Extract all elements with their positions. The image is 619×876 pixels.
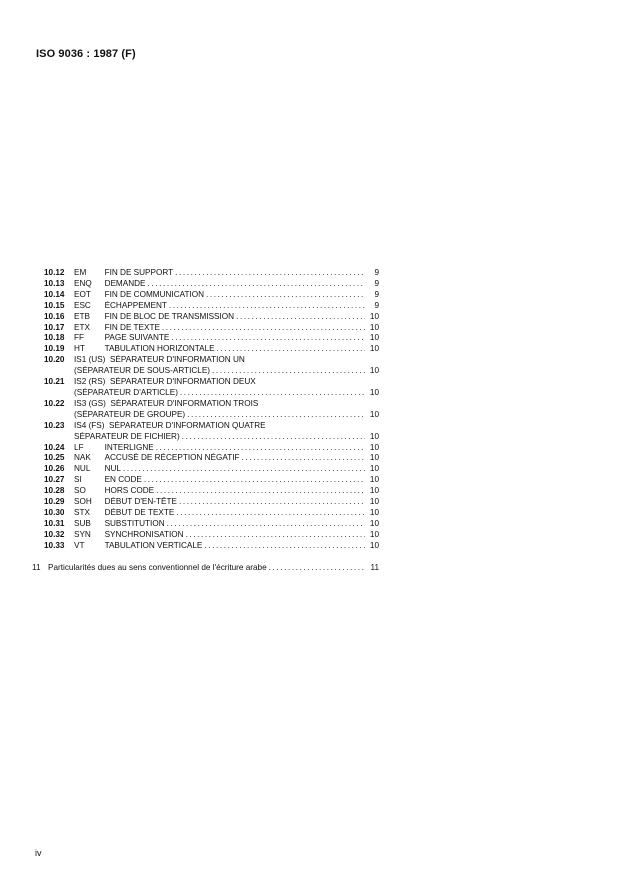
toc-entry-number: 10.14 <box>44 289 65 299</box>
toc-entry-number: 10.12 <box>44 268 65 277</box>
toc-entry-number: 10.15 <box>44 300 65 310</box>
dot-leader <box>156 486 365 497</box>
toc-entry-continuation <box>34 388 379 399</box>
toc-section-entry <box>32 563 379 574</box>
dot-leader <box>182 432 365 443</box>
toc-entry-number: 10.28 <box>44 486 65 496</box>
toc-entry-page: 10 <box>369 486 379 496</box>
toc-entry-title: FIN DE TEXTE <box>104 322 160 332</box>
toc-entry-title: SUBSTITUTION <box>104 518 165 528</box>
dot-leader <box>186 530 365 541</box>
toc-entry-title: TABULATION VERTICALE <box>104 540 203 550</box>
toc-entry-title: EN CODE <box>104 475 142 485</box>
toc-entry-page: 10 <box>369 431 379 441</box>
dot-leader <box>180 388 365 399</box>
toc-entry-number: 10.20 <box>44 355 65 365</box>
toc-entry-page: 9 <box>374 289 379 299</box>
toc-section-title: Particularités dues au sens conventionnel de l'écriture arabe <box>48 562 267 572</box>
dot-leader <box>269 563 365 574</box>
toc-entry-code: EM <box>74 268 87 277</box>
dot-leader <box>236 312 365 323</box>
toc-entry-page: 10 <box>369 518 379 528</box>
dot-leader <box>148 279 365 290</box>
toc-entry-code: NUL <box>74 464 91 474</box>
toc-entry <box>34 301 379 312</box>
toc-entry-number: 10.22 <box>44 398 65 408</box>
toc-entry-title: ÉCHAPPEMENT <box>104 300 167 310</box>
toc-entry-number: 10.21 <box>44 377 65 387</box>
dot-leader <box>242 453 365 464</box>
toc-entry-continuation <box>34 366 379 377</box>
toc-entry-code: HT <box>74 344 85 354</box>
dot-leader <box>123 464 365 475</box>
toc-entry-title: SÉPARATEUR D'INFORMATION QUATRE <box>109 420 266 430</box>
toc-entry-page: 10 <box>369 442 379 452</box>
toc-entry-number: 10.27 <box>44 475 65 485</box>
toc-entry-title: SÉPARATEUR D'INFORMATION DEUX <box>109 377 256 387</box>
toc-entry-title: DEMANDE <box>104 278 146 288</box>
toc-entry <box>34 530 379 541</box>
toc-entry-code: SO <box>74 486 86 496</box>
toc-entry-page: 10 <box>369 322 379 332</box>
dot-leader <box>206 290 365 301</box>
toc-entry <box>34 421 379 432</box>
toc-entry-code: IS3 (GS) <box>74 398 106 408</box>
toc-entry <box>34 377 379 388</box>
dot-leader <box>212 366 365 377</box>
toc-section-number: 11 <box>32 562 41 572</box>
toc-entry-number: 10.26 <box>44 464 65 474</box>
toc-entry <box>34 323 379 334</box>
toc-entry-page: 10 <box>369 387 379 397</box>
toc-entry-title: DÉBUT DE TEXTE <box>104 507 175 517</box>
toc-entry <box>34 333 379 344</box>
table-of-contents <box>34 268 379 573</box>
toc-entry-title: INTERLIGNE <box>104 442 154 452</box>
toc-entry <box>34 268 379 279</box>
toc-entry <box>34 497 379 508</box>
toc-section-page: 11 <box>370 562 379 572</box>
dot-leader <box>169 301 365 312</box>
dot-leader <box>187 410 365 421</box>
toc-entry-code: VT <box>74 540 85 550</box>
toc-entry-title: DÉBUT D'EN-TÊTE <box>104 497 177 507</box>
toc-entry-number: 10.31 <box>44 518 65 528</box>
toc-entry-code: FF <box>74 333 85 343</box>
toc-entry-title-continued: (SÉPARATEUR DE SOUS-ARTICLE) <box>74 366 211 376</box>
toc-entry-page: 10 <box>369 507 379 517</box>
toc-entry-number: 10.24 <box>44 442 65 452</box>
toc-entry <box>34 279 379 290</box>
toc-entry-number: 10.13 <box>44 278 65 288</box>
toc-entry-title: SYNCHRONISATION <box>104 529 184 539</box>
toc-entry-code: SUB <box>74 518 91 528</box>
toc-entry-code: EOT <box>74 289 91 299</box>
toc-entry-title-continued: (SÉPARATEUR DE GROUPE) <box>74 409 186 419</box>
toc-entry <box>34 519 379 530</box>
toc-entry-title-continued: (SÉPARATEUR D'ARTICLE) <box>74 387 178 397</box>
toc-entry-code: LF <box>74 442 84 452</box>
toc-entry-code: ETX <box>74 322 90 332</box>
toc-entry-number: 10.29 <box>44 497 65 507</box>
toc-entry-number: 10.30 <box>44 507 65 517</box>
toc-entry-code: IS4 (FS) <box>74 420 105 430</box>
toc-entry-page: 10 <box>369 333 379 343</box>
toc-entry-page: 10 <box>369 344 379 354</box>
toc-entry <box>34 399 379 410</box>
toc-entry-title: FIN DE COMMUNICATION <box>104 289 205 299</box>
toc-entry-page: 9 <box>374 300 379 310</box>
dot-leader <box>171 333 365 344</box>
page-number: iv <box>35 848 42 858</box>
toc-entry-page: 10 <box>369 529 379 539</box>
toc-entry-code: ENQ <box>74 278 92 288</box>
dot-leader <box>175 268 365 279</box>
dot-leader <box>179 497 365 508</box>
toc-entry-page: 10 <box>369 409 379 419</box>
toc-entry-continuation <box>34 410 379 421</box>
toc-entry-page: 10 <box>369 540 379 550</box>
toc-entry-page: 10 <box>369 464 379 474</box>
toc-entry-number: 10.32 <box>44 529 65 539</box>
toc-entry-title: SÉPARATEUR D'INFORMATION UN <box>109 355 245 365</box>
toc-entry <box>34 453 379 464</box>
toc-entry-code: SOH <box>74 497 92 507</box>
toc-entry-number: 10.17 <box>44 322 65 332</box>
toc-entry <box>34 541 379 552</box>
toc-entry-code: ESC <box>74 300 91 310</box>
toc-entry-number: 10.25 <box>44 453 65 463</box>
toc-entry-title: FIN DE SUPPORT <box>104 268 174 277</box>
toc-entry <box>34 344 379 355</box>
toc-entry <box>34 355 379 366</box>
toc-entry-code: SI <box>74 475 82 485</box>
toc-entry-page: 10 <box>369 453 379 463</box>
toc-entry <box>34 508 379 519</box>
toc-entry-title: TABULATION HORIZONTALE <box>104 344 215 354</box>
toc-entry-page: 10 <box>369 475 379 485</box>
dot-leader <box>162 323 365 334</box>
toc-entry-title: FIN DE BLOC DE TRANSMISSION <box>104 311 235 321</box>
dot-leader <box>156 443 365 454</box>
toc-entry-title: SÉPARATEUR D'INFORMATION TROIS <box>110 398 259 408</box>
toc-entry-page: 10 <box>369 311 379 321</box>
dot-leader <box>217 344 365 355</box>
toc-entry <box>34 290 379 301</box>
toc-entry <box>34 475 379 486</box>
toc-entry-page: 9 <box>374 268 379 277</box>
toc-entry-title: HORS CODE <box>104 486 155 496</box>
toc-entry-number: 10.16 <box>44 311 65 321</box>
toc-entry-code: IS2 (RS) <box>74 377 106 387</box>
toc-entry-code: SYN <box>74 529 91 539</box>
toc-entry-number: 10.23 <box>44 420 65 430</box>
toc-entry-code: STX <box>74 507 90 517</box>
toc-entry-title-continued: SÉPARATEUR DE FICHIER) <box>74 431 180 441</box>
toc-entry-number: 10.19 <box>44 344 65 354</box>
dot-leader <box>204 541 365 552</box>
toc-entry-title: PAGE SUIVANTE <box>104 333 170 343</box>
toc-entry-number: 10.33 <box>44 540 65 550</box>
toc-entry-page: 10 <box>369 366 379 376</box>
toc-entry-continuation <box>34 432 379 443</box>
toc-entry-code: NAK <box>74 453 91 463</box>
toc-entry-page: 10 <box>369 497 379 507</box>
toc-entry-code: IS1 (US) <box>74 355 106 365</box>
toc-entry-title: NUL <box>104 464 121 474</box>
dot-leader <box>176 508 365 519</box>
toc-entry-title: ACCUSÉ DE RÉCEPTION NÉGATIF <box>104 453 240 463</box>
toc-entry <box>34 312 379 323</box>
dot-leader <box>144 475 365 486</box>
document-header: ISO 9036 : 1987 (F) <box>36 48 136 60</box>
dot-leader <box>167 519 365 530</box>
toc-entry-page: 9 <box>374 278 379 288</box>
toc-entry <box>34 443 379 454</box>
toc-entry-number: 10.18 <box>44 333 65 343</box>
toc-entry-code: ETB <box>74 311 90 321</box>
toc-entry <box>34 464 379 475</box>
toc-entry <box>34 486 379 497</box>
